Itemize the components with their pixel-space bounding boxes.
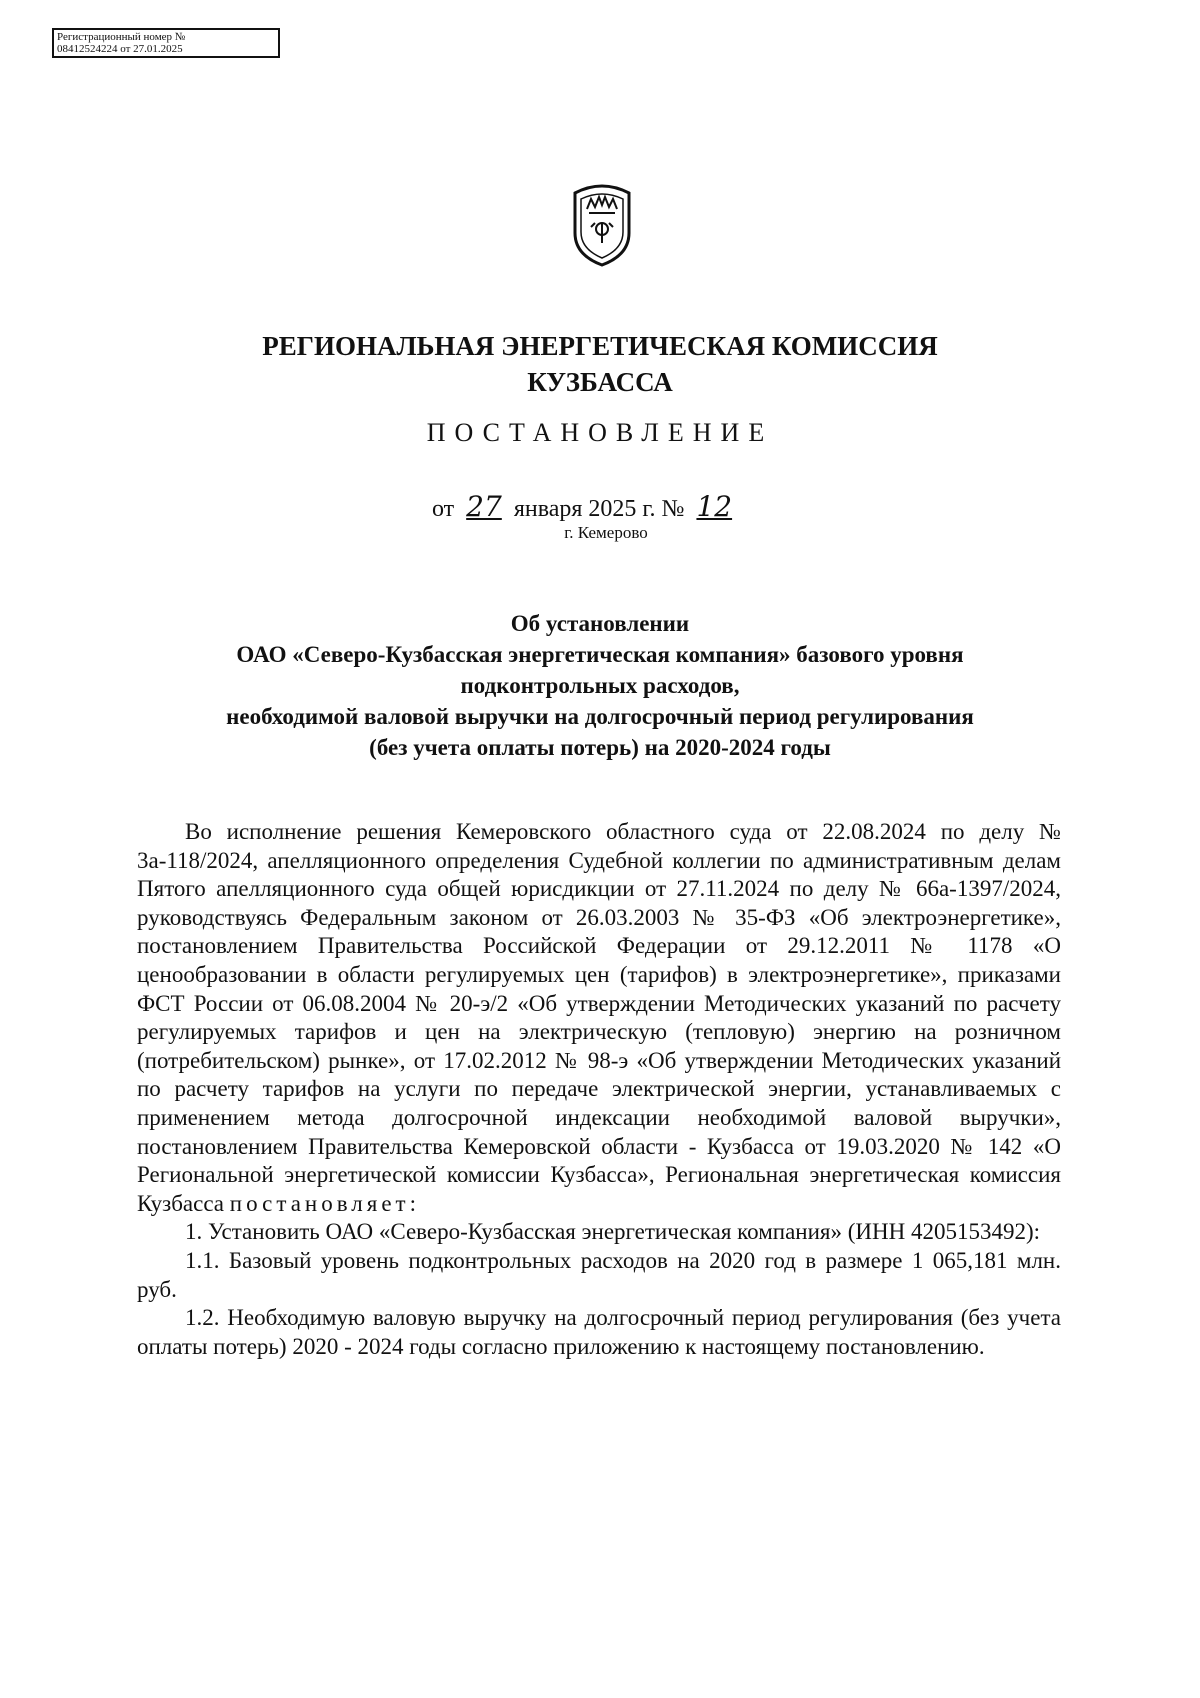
organization-name	[0, 328, 1200, 400]
registration-label: Регистрационный номер №	[57, 31, 186, 43]
document-number: 12	[696, 490, 733, 523]
date-prefix: от	[432, 496, 455, 522]
organization-name-line1: РЕГИОНАЛЬНАЯ ЭНЕРГЕТИЧЕСКАЯ КОМИССИЯ	[262, 331, 938, 361]
document-type: ПОСТАНОВЛЕНИЕ	[426, 418, 774, 447]
item-1: 1. Установить ОАО «Северо-Кузбасская энергетическая компания» (ИНН 4205153492):	[185, 1219, 1041, 1245]
subject-line2: ОАО «Северо-Кузбасская энергетическая компания» базового уровня	[236, 642, 964, 667]
subject-line1: Об установлении	[510, 611, 690, 636]
document-body	[137, 818, 1061, 1361]
preamble-text: Во исполнение решения Кемеровского областного суда от 22.08.2024 по делу № 3а-118/2024, апелляционного определения Судебной коллегии по административным делам Пятого апелляционного суда общей юрисдикции от 27.11.2024 по делу № 66а-1397/2024, руководствуясь Федеральным законом от 26.03.2003 № 35-ФЗ «Об электроэнергетике», постановлением Правительства Российской Федерации от 29.12.2011 № 1178 «О ценообразовании в области регулируемых цен (тарифов) в электроэнергетике», приказами ФСТ России от 06.08.2004 № 20-э/2 «Об утверждении Методических указаний по расчету регулируемых тарифов и цен на электрическую (тепловую) энергию на розничном (потребительском) рынке», от 17.02.2012 № 98-э «Об утверждении Методических указаний по расчету тарифов на услуги по передаче электрической энергии, устанавливаемых с применением метода долгосрочной индексации необходимой валовой выручки», постановлением Правительства Кемеровской области - Кузбасса от 19.03.2020 № 142 «О Региональной энергетической комиссии Кузбасса», Региональная энергетическая комиссия Кузбасса	[137, 819, 1061, 1216]
date-day: 27	[466, 490, 502, 523]
registration-number-box	[52, 28, 280, 58]
subject-line4: необходимой валовой выручки на долгосрочный период регулирования	[226, 704, 974, 729]
item-1-1: 1.1. Базовый уровень подконтрольных расходов на 2020 год в размере 1 065,181 млн. руб.	[137, 1247, 1061, 1302]
city: г. Кемерово	[564, 523, 648, 542]
document-subject	[140, 608, 1060, 763]
date-month-year: января 2025 г. №	[513, 496, 685, 522]
coat-of-arms-icon	[569, 183, 635, 267]
date-line	[432, 490, 738, 523]
subject-line5: (без учета оплаты потерь) на 2020-2024 годы	[369, 735, 831, 760]
resolves-word: постановляет:	[229, 1190, 420, 1216]
registration-number: 08412524224 от 27.01.2025	[57, 43, 183, 55]
item-1-2: 1.2. Необходимую валовую выручку на долгосрочный период регулирования (без учета оплаты потерь) 2020 - 2024 годы согласно приложению к настоящему постановлению.	[137, 1305, 1061, 1359]
preamble-paragraph	[137, 818, 1061, 1218]
subject-line3: подконтрольных расходов,	[460, 673, 740, 698]
organization-name-line2: КУЗБАССА	[527, 367, 673, 397]
